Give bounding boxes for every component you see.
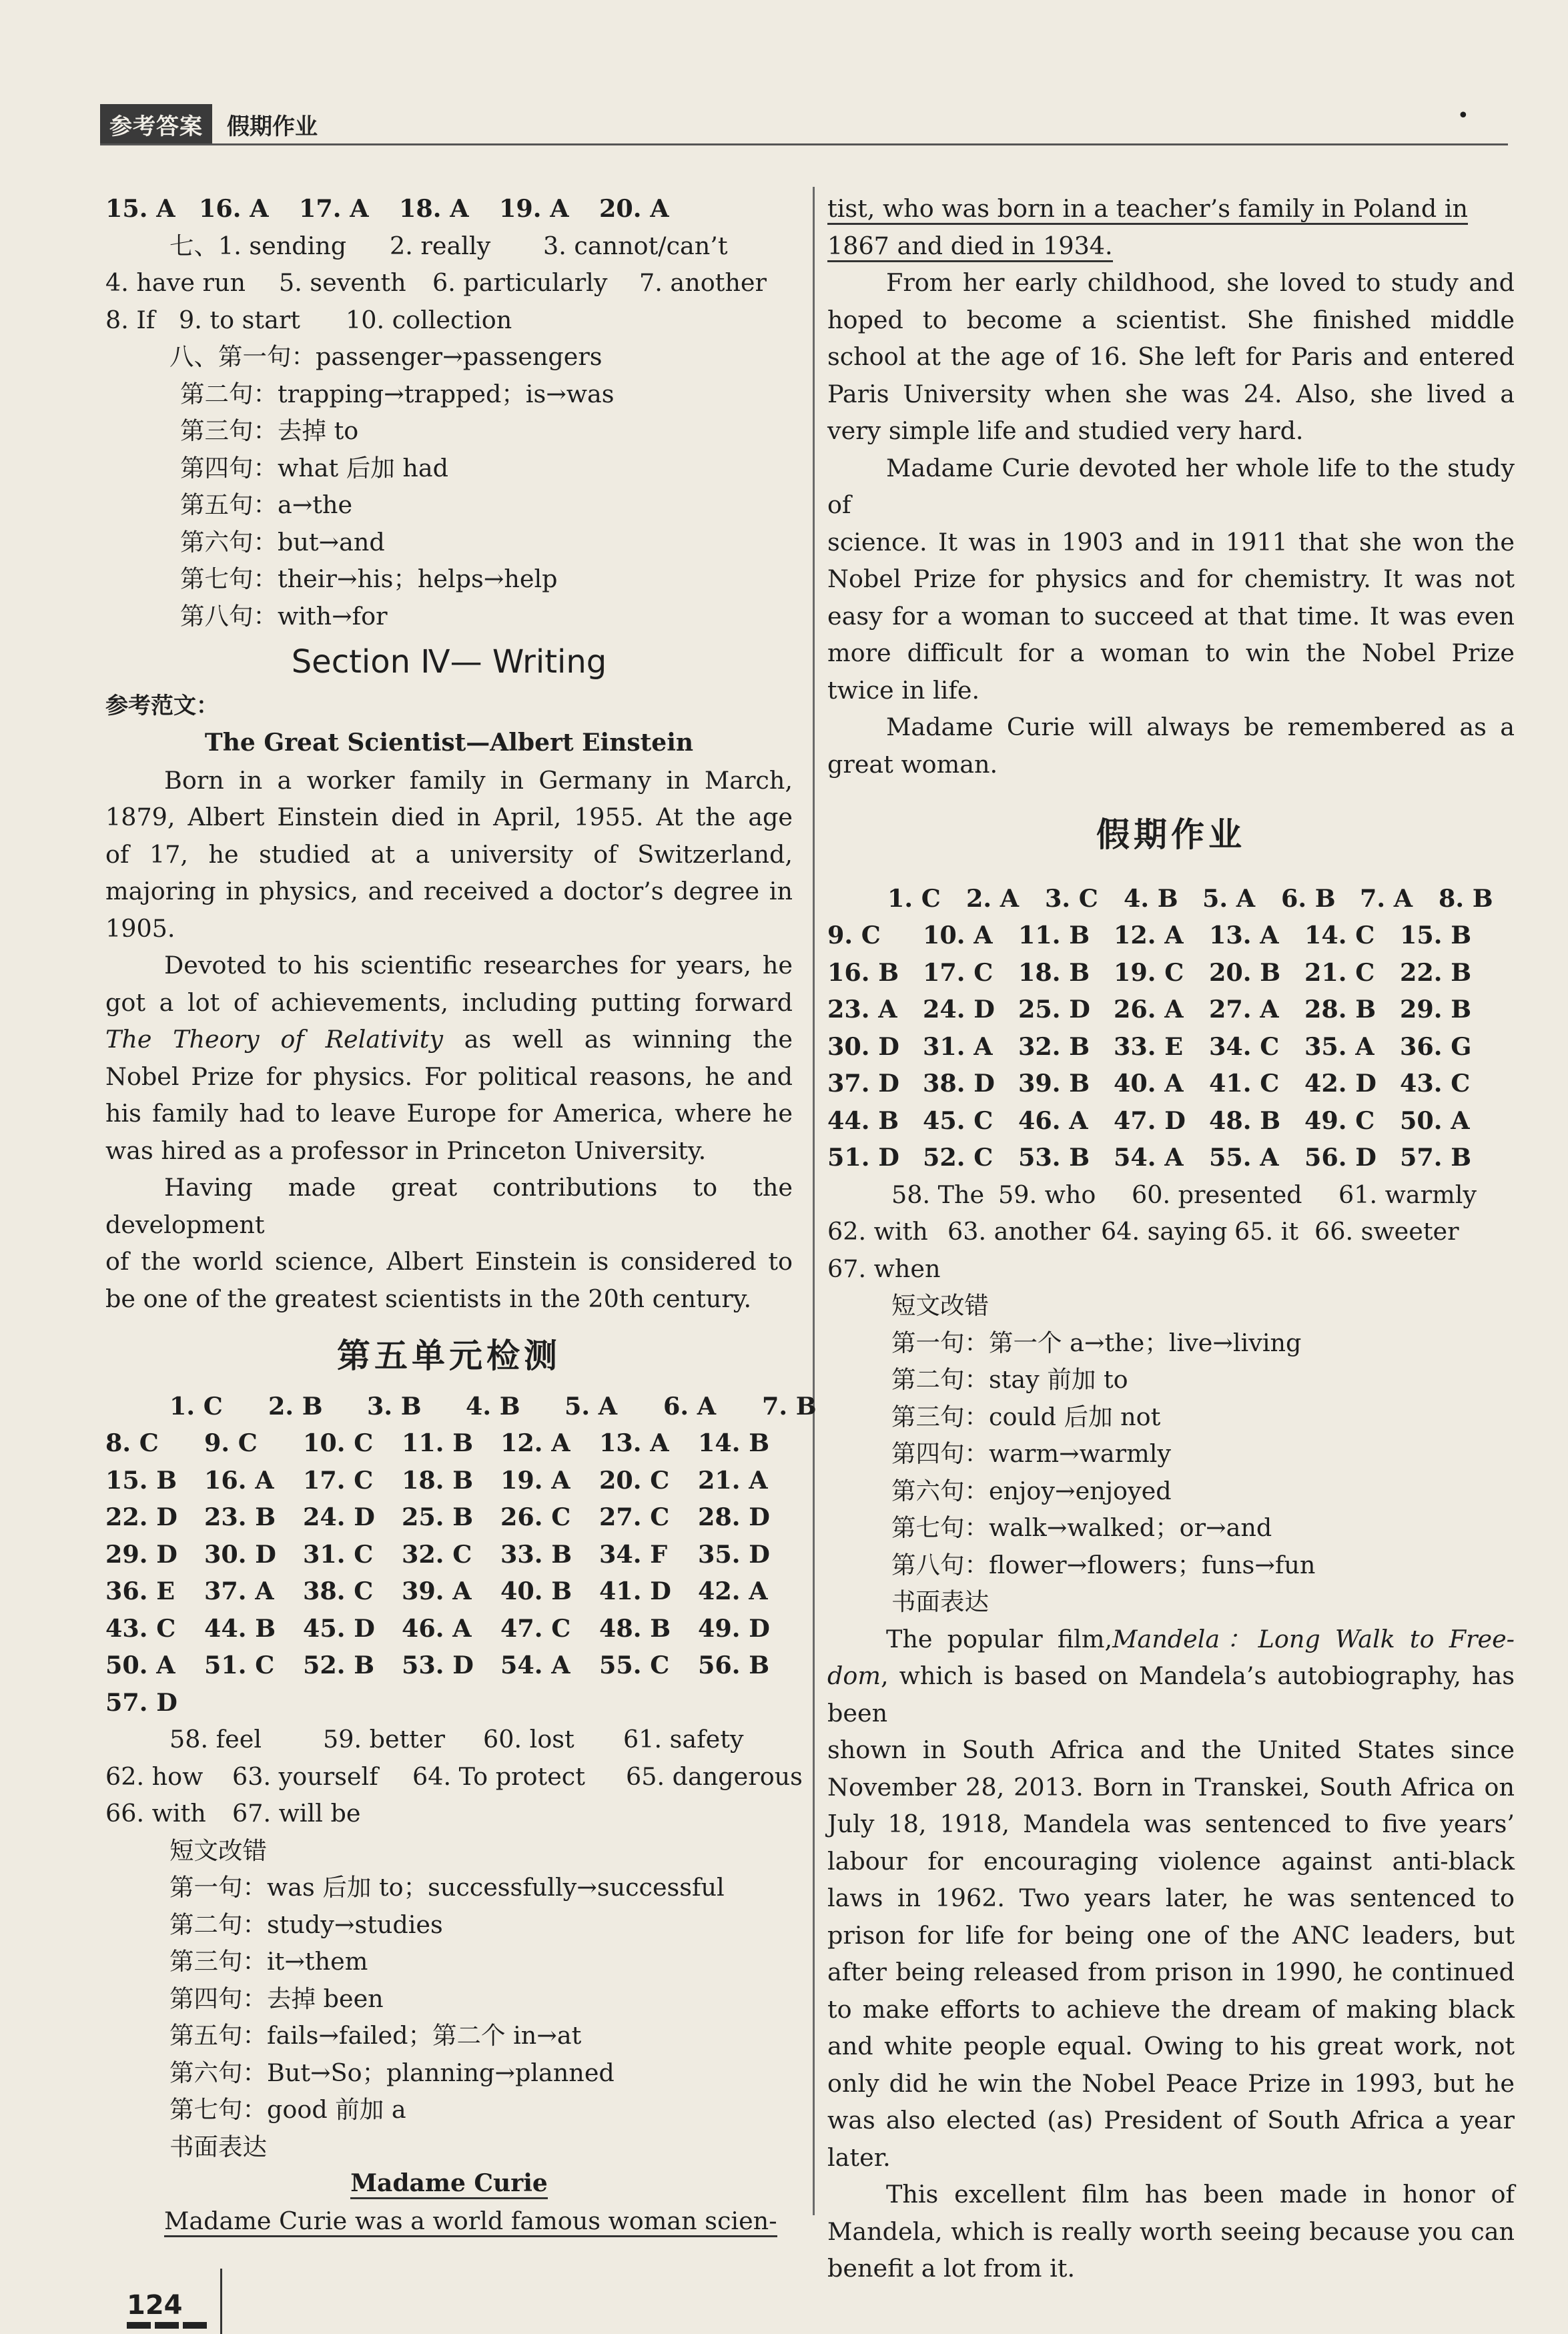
answer: 36. E (105, 1577, 175, 1605)
essay-line: Having made great contributions to the development (105, 1173, 793, 1239)
answer: 18. B (402, 1465, 474, 1495)
essay-line: very simple life and studied very hard. (827, 416, 1304, 445)
book-title: The Theory of Relativity (105, 1025, 444, 1054)
essay-line: July 18, 1918, Mandela was sentenced to five years’ (827, 1810, 1515, 1838)
answer: 20. B (1209, 957, 1281, 987)
curie-first-line: Madame Curie was a world famous woman scien- (164, 2207, 777, 2237)
essay-line: This excellent film has been made in honor of (886, 2180, 1515, 2209)
answer-row (105, 1388, 817, 1425)
essay-line: science. It was in 1903 and in 1911 that she won the (827, 527, 1515, 556)
answer: 7. B (762, 1391, 817, 1421)
fill-line-2 (827, 1213, 1515, 1250)
answer: 12. A (500, 1429, 570, 1457)
answer: 51. C (204, 1651, 275, 1679)
answer: 29. D (105, 1539, 177, 1569)
page-number: 124 (127, 2290, 183, 2321)
essay-line: school at the age of 16. She left for Paris and entered (827, 342, 1515, 371)
essay-line: more difficult for a woman to win the Nobel Prize (827, 639, 1515, 667)
qi-line-3 (105, 302, 793, 339)
answer: 58. The (891, 1180, 985, 1209)
header-badge: 参考答案 (100, 104, 212, 145)
answer: 39. A (402, 1577, 472, 1605)
essay-line: be one of the greatest scientists in the 20th century. (105, 1284, 752, 1313)
answers-15-20 (105, 190, 793, 228)
answer: 6. particularly (432, 268, 608, 297)
answer-row (827, 917, 1515, 954)
essay-line: Nobel Prize for physics. For political reasons, he and (105, 1062, 793, 1091)
answer: 19. C (1114, 957, 1184, 987)
essay-line: of 17, he studied at a university of Switzerland, (105, 839, 793, 869)
answer: 16. A (204, 1465, 274, 1495)
answer: 59. who (998, 1180, 1096, 1209)
correction-line: 第五句：a→the (180, 490, 353, 519)
answer: 67. when (827, 1254, 941, 1283)
essay-line: Madame Curie will always be remembered as a (886, 713, 1515, 741)
answer-row (827, 954, 1515, 992)
essay-line: hoped to become a scientist. She finished middle (827, 305, 1515, 334)
answer: 40. B (500, 1577, 572, 1605)
header-rule (100, 143, 1508, 145)
answer: 43. C (1400, 1069, 1471, 1098)
answer: 21. C (1304, 957, 1375, 987)
answer: 10. collection (346, 305, 512, 334)
answer: 27. C (599, 1503, 670, 1531)
answer: 33. E (1114, 1032, 1184, 1061)
answer: 19. A (500, 1465, 570, 1495)
answer: 35. A (1304, 1032, 1375, 1061)
answer: 23. B (204, 1503, 276, 1531)
qi-line-1 (105, 228, 793, 265)
answer: 5. A (564, 1391, 618, 1421)
essay-line: and white people equal. Owing to his great work, not (827, 2032, 1515, 2060)
answer: 64. saying (1101, 1217, 1228, 1246)
answer: 34. C (1209, 1032, 1280, 1061)
answer: 63. another (947, 1217, 1091, 1246)
answer: 46. A (402, 1613, 472, 1643)
essay-line: easy for a woman to succeed at that time. It was even (827, 601, 1515, 631)
answer: 4. B (466, 1391, 520, 1421)
correction-line: 第三句：it→them (169, 1947, 368, 1976)
answer: 54. A (500, 1651, 570, 1679)
answer: 9. C (827, 921, 881, 949)
answer: 8. C (105, 1429, 159, 1457)
answer: 44. B (827, 1106, 899, 1135)
page-number-bar (127, 2322, 207, 2329)
answer: 27. A (1209, 995, 1279, 1024)
answer: 64. To protect (412, 1762, 585, 1791)
bar-segment (155, 2322, 179, 2329)
essay-line: after being released from prison in 1990, he continued (827, 1958, 1515, 1986)
answer: 61. safety (623, 1725, 744, 1754)
answer: 28. B (1304, 995, 1377, 1024)
essay-line: twice in life. (827, 675, 980, 705)
answer-row (105, 1536, 793, 1573)
essay-line: 1905. (105, 913, 175, 943)
header-dot: • (1457, 104, 1469, 127)
answer-row (827, 1065, 1515, 1102)
answer-row (105, 1647, 793, 1684)
answer: 42. D (1304, 1069, 1377, 1098)
answer: 7. A (1360, 883, 1413, 913)
answer: 3. B (367, 1391, 422, 1421)
answer: 17. C (923, 957, 994, 987)
correction-line: 第六句：but→and (180, 527, 385, 556)
answer: 41. C (1209, 1069, 1280, 1098)
answer: 50. A (105, 1651, 175, 1679)
bar-segment (183, 2322, 207, 2329)
answer: 57. B (1400, 1143, 1472, 1172)
answer: 65. dangerous (626, 1762, 803, 1791)
answer: 13. A (1209, 921, 1279, 949)
answer: 3. cannot/can’t (543, 231, 728, 260)
answer: 48. B (1209, 1106, 1281, 1135)
holiday-heading: 假期作业 (1096, 815, 1246, 854)
essay-line: Devoted to his scientific researches for years, he (164, 951, 793, 980)
answer-row (827, 1028, 1515, 1066)
answer: 41. D (599, 1577, 671, 1605)
essay-line: 1879, Albert Einstein died in April, 1955. At the age (105, 803, 793, 831)
answer: 15. B (105, 1465, 177, 1495)
answer-row (105, 1573, 793, 1610)
essay-line: shown in South Africa and the United States since (827, 1735, 1515, 1764)
answer: 46. A (1018, 1106, 1088, 1135)
correction-line: 短文改错 (891, 1291, 989, 1320)
answer: 11. B (1018, 921, 1090, 949)
answer-row (827, 880, 1515, 917)
answer: 40. A (1114, 1069, 1184, 1098)
essay-text: , which is based on Mandela’s autobiography, has been (827, 1661, 1515, 1727)
answer: 26. C (500, 1503, 571, 1531)
column-divider (813, 187, 815, 2215)
answer: 52. C (923, 1143, 994, 1172)
answer: 48. B (599, 1613, 671, 1643)
essay-line: laws in 1962. Two years later, he was sentenced to (827, 1884, 1515, 1912)
correction-line: 第二句：stay 前加 to (891, 1365, 1128, 1394)
answer: 36. G (1400, 1032, 1472, 1061)
answer: 37. A (204, 1577, 274, 1605)
answer: 49. D (698, 1613, 770, 1643)
answer-row (827, 1102, 1515, 1140)
correction-line: 书面表达 (891, 1587, 989, 1616)
correction-line: 书面表达 (169, 2132, 267, 2161)
answer: 45. C (923, 1106, 994, 1135)
essay-line (827, 1621, 1515, 1658)
answer: 43. C (105, 1613, 176, 1643)
answer: 47. C (500, 1613, 571, 1643)
answer: 52. B (303, 1651, 375, 1679)
answer: 53. D (402, 1651, 474, 1679)
answer: 3. C (1045, 883, 1098, 913)
answer: 42. A (698, 1577, 768, 1605)
correction-line: 短文改错 (169, 1836, 267, 1865)
answer: 37. D (827, 1069, 899, 1098)
answer: 21. A (698, 1465, 768, 1495)
correction-line: 第一句：was 后加 to；successfully→successful (169, 1873, 725, 1902)
answer: 45. D (303, 1613, 375, 1643)
answer: 18. B (1018, 957, 1090, 987)
answer-row (827, 1139, 1515, 1176)
answer-row (105, 1462, 793, 1499)
left-column (105, 190, 817, 2239)
essay-line: From her early childhood, she loved to study and (886, 268, 1515, 297)
answer: 1. C (887, 883, 941, 913)
answer-row (105, 1610, 793, 1647)
answer: 56. D (1304, 1143, 1377, 1172)
answer: 60. presented (1132, 1180, 1302, 1209)
correction-line: 第八句：flower→flowers；funs→fun (891, 1550, 1316, 1579)
answer: 18. A (399, 194, 469, 223)
answer: 19. A (499, 194, 569, 223)
answer: 62. with (827, 1217, 928, 1246)
answer: 60. lost (483, 1725, 574, 1754)
essay-line: later. (827, 2143, 891, 2172)
answer: 32. B (1018, 1032, 1090, 1061)
footer-rule (220, 2269, 222, 2334)
correction-line: 第六句：enjoy→enjoyed (891, 1476, 1172, 1505)
correction-line: 第七句：walk→walked；or→and (891, 1513, 1272, 1542)
essay-line: November 28, 2013. Born in Transkei, South Africa on (827, 1772, 1515, 1802)
answer: 24. D (303, 1503, 375, 1531)
answer: 31. C (303, 1539, 374, 1569)
reference-label: 参考范文： (105, 692, 219, 719)
correction-line: 第八句：with→for (180, 601, 388, 631)
essay-line (105, 2203, 793, 2240)
answer: 35. D (698, 1539, 770, 1569)
answer: 6. B (1281, 883, 1336, 913)
answer: 24. D (923, 995, 995, 1024)
answer: 11. B (402, 1429, 474, 1457)
answer: 33. B (500, 1539, 572, 1569)
answer: 66. sweeter (1314, 1217, 1459, 1246)
answer: 63. yourself (232, 1762, 378, 1791)
answer: 38. D (923, 1069, 995, 1098)
answer: 20. A (599, 194, 669, 223)
answer: 29. B (1400, 995, 1472, 1024)
answer: 30. D (204, 1539, 276, 1569)
answer: 10. C (303, 1429, 374, 1457)
answer: 61. warmly (1338, 1180, 1477, 1209)
correction-line: 第四句：去掉 been (169, 1984, 384, 2013)
answer: 25. B (402, 1503, 474, 1531)
answer: 9. to start (179, 305, 300, 334)
answer: 13. A (599, 1429, 669, 1457)
answer: 4. B (1124, 883, 1178, 913)
answer: 7. another (639, 268, 767, 297)
answer: 七、1. sending (169, 231, 347, 260)
essay-text: as well as winning the (464, 1025, 793, 1054)
correction-line: 第三句：could 后加 not (891, 1402, 1161, 1431)
essay-title: The Great Scientist—Albert Einstein (204, 729, 694, 757)
answer: 17. C (303, 1465, 374, 1495)
essay-line: Nobel Prize for physics and for chemistry. It was not (827, 564, 1515, 593)
fill-line-2 (105, 1758, 803, 1796)
holiday-answer-grid (827, 880, 1515, 1176)
answer: 55. A (1209, 1143, 1279, 1172)
answer: 57. D (105, 1687, 177, 1717)
section-heading: Section Ⅳ— Writing (291, 643, 607, 681)
answer: 16. A (199, 194, 269, 223)
essay-line (105, 1021, 793, 1058)
essay-line (827, 190, 1515, 228)
answer: 49. C (1304, 1106, 1375, 1135)
answer: 22. D (105, 1503, 177, 1531)
answer: 65. it (1234, 1217, 1298, 1246)
answer: 54. A (1114, 1143, 1184, 1172)
fill-line-1 (105, 1721, 793, 1758)
film-title: Mandela：Long Walk to Free- (1112, 1624, 1515, 1653)
answer: 20. C (599, 1465, 670, 1495)
answer: 39. B (1018, 1069, 1090, 1098)
answer: 30. D (827, 1032, 899, 1061)
curie-title (105, 2165, 793, 2203)
answer: 10. A (923, 921, 993, 949)
page-header (100, 105, 318, 143)
fill-line-3 (105, 1795, 793, 1832)
answer: 28. D (698, 1503, 770, 1531)
essay-line: benefit a lot from it. (827, 2254, 1076, 2283)
correction-line: 第七句：good 前加 a (169, 2095, 406, 2124)
essay-line: his family had to leave Europe for America, where he (105, 1099, 793, 1128)
answer: 8. If (105, 305, 155, 334)
correction-line: 第四句：what 后加 had (180, 453, 449, 482)
essay-line: prison for life for being one of the ANC leaders, but (827, 1920, 1515, 1950)
answer: 53. B (1018, 1143, 1090, 1172)
answer: 4. have run (105, 268, 246, 297)
answer-row (105, 1425, 793, 1462)
answer: 2. B (268, 1391, 323, 1421)
answer: 50. A (1400, 1106, 1470, 1135)
correction-line: 第七句：their→his；helps→help (180, 564, 558, 593)
answer: 51. D (827, 1143, 899, 1172)
essay-line: great woman. (827, 749, 998, 779)
answer: 32. C (402, 1539, 472, 1569)
essay-line: Madame Curie devoted her whole life to the study of (827, 453, 1515, 519)
curie-title-text: Madame Curie (350, 2169, 548, 2199)
answer: 66. with (105, 1799, 206, 1828)
answer: 8. B (1439, 883, 1493, 913)
bar-segment (127, 2322, 151, 2329)
answer: 17. A (299, 194, 369, 223)
essay-line: majoring in physics, and received a doctor’s degree in (105, 877, 793, 905)
essay-line (827, 1657, 1515, 1731)
answer: 47. D (1114, 1106, 1186, 1135)
curie-cont-2: 1867 and died in 1934. (827, 232, 1113, 262)
essay-line: got a lot of achievements, including putting forward (105, 988, 793, 1017)
right-column (827, 190, 1515, 2287)
answer: 9. C (204, 1429, 258, 1457)
answer: 2. really (390, 231, 491, 260)
answer: 14. B (698, 1429, 770, 1457)
answer: 16. B (827, 957, 899, 987)
answer: 22. B (1400, 957, 1472, 987)
essay-line (827, 228, 1515, 265)
answer: 23. A (827, 995, 897, 1024)
answer: 5. A (1202, 883, 1256, 913)
curie-cont-1: tist, who was born in a teacher’s family in Poland in (827, 194, 1468, 225)
correction-line: 第二句：trapping→trapped；is→was (180, 379, 615, 408)
answer: 14. C (1304, 921, 1375, 949)
essay-line: Mandela, which is really worth seeing because you can (827, 2217, 1515, 2246)
essay-text: The popular film, (886, 1624, 1113, 1653)
correction-line: 第二句：study→studies (169, 1910, 443, 1939)
correction-line: 八、第一句：passenger→passengers (169, 342, 603, 371)
answer: 12. A (1114, 921, 1184, 949)
answer: 67. will be (232, 1799, 361, 1828)
essay-line: was hired as a professor in Princeton University. (105, 1136, 707, 1165)
essay-line: was also elected (as) President of South Africa a year (827, 2106, 1515, 2134)
answer: 59. better (323, 1725, 445, 1754)
answer: 58. feel (169, 1725, 262, 1754)
correction-line: 第四句：warm→warmly (891, 1439, 1172, 1468)
answer: 38. C (303, 1577, 374, 1605)
answer-row (827, 991, 1515, 1028)
correction-line: 第六句：But→So；planning→planned (169, 2058, 615, 2087)
qi-line-2 (105, 264, 793, 302)
answer: 44. B (204, 1613, 276, 1643)
correction-line: 第五句：fails→failed；第二个 in→at (169, 2021, 582, 2050)
header-subtitle: 假期作业 (227, 113, 318, 140)
essay-line: Paris University when she was 24. Also, she lived a (827, 379, 1515, 408)
correction-line: 第三句：去掉 to (180, 416, 359, 445)
answer: 1. C (169, 1391, 223, 1421)
fill-line-1 (827, 1176, 1515, 1214)
essay-line: Born in a worker family in Germany in March, (164, 765, 793, 795)
answer: 62. how (105, 1762, 204, 1791)
answer-row (105, 1684, 793, 1721)
essay-line: only did he win the Nobel Peace Prize in 1993, but he (827, 2068, 1515, 2098)
answer: 2. A (966, 883, 1020, 913)
answer: 31. A (923, 1032, 993, 1061)
unit-test-heading: 第五单元检测 (337, 1336, 561, 1375)
answer: 15. B (1400, 921, 1472, 949)
answer: 56. B (698, 1651, 770, 1679)
essay-line: labour for encouraging violence against anti-black (827, 1846, 1515, 1876)
answer: 5. seventh (279, 268, 406, 297)
unit-answer-grid (105, 1388, 817, 1721)
answer: 26. A (1114, 995, 1184, 1024)
essay-line: of the world science, Albert Einstein is considered to (105, 1247, 793, 1276)
answer: 15. A (105, 194, 175, 223)
answer: 34. F (599, 1539, 668, 1569)
answer-row (105, 1499, 793, 1536)
answer: 55. C (599, 1651, 670, 1679)
essay-line: to make efforts to achieve the dream of making black (827, 1994, 1515, 2024)
correction-line: 第一句：第一个 a→the；live→living (891, 1328, 1302, 1357)
fill-line-3 (827, 1250, 1515, 1288)
film-title-end: dom (827, 1661, 881, 1690)
answer: 6. A (663, 1391, 717, 1421)
answer: 25. D (1018, 995, 1090, 1024)
